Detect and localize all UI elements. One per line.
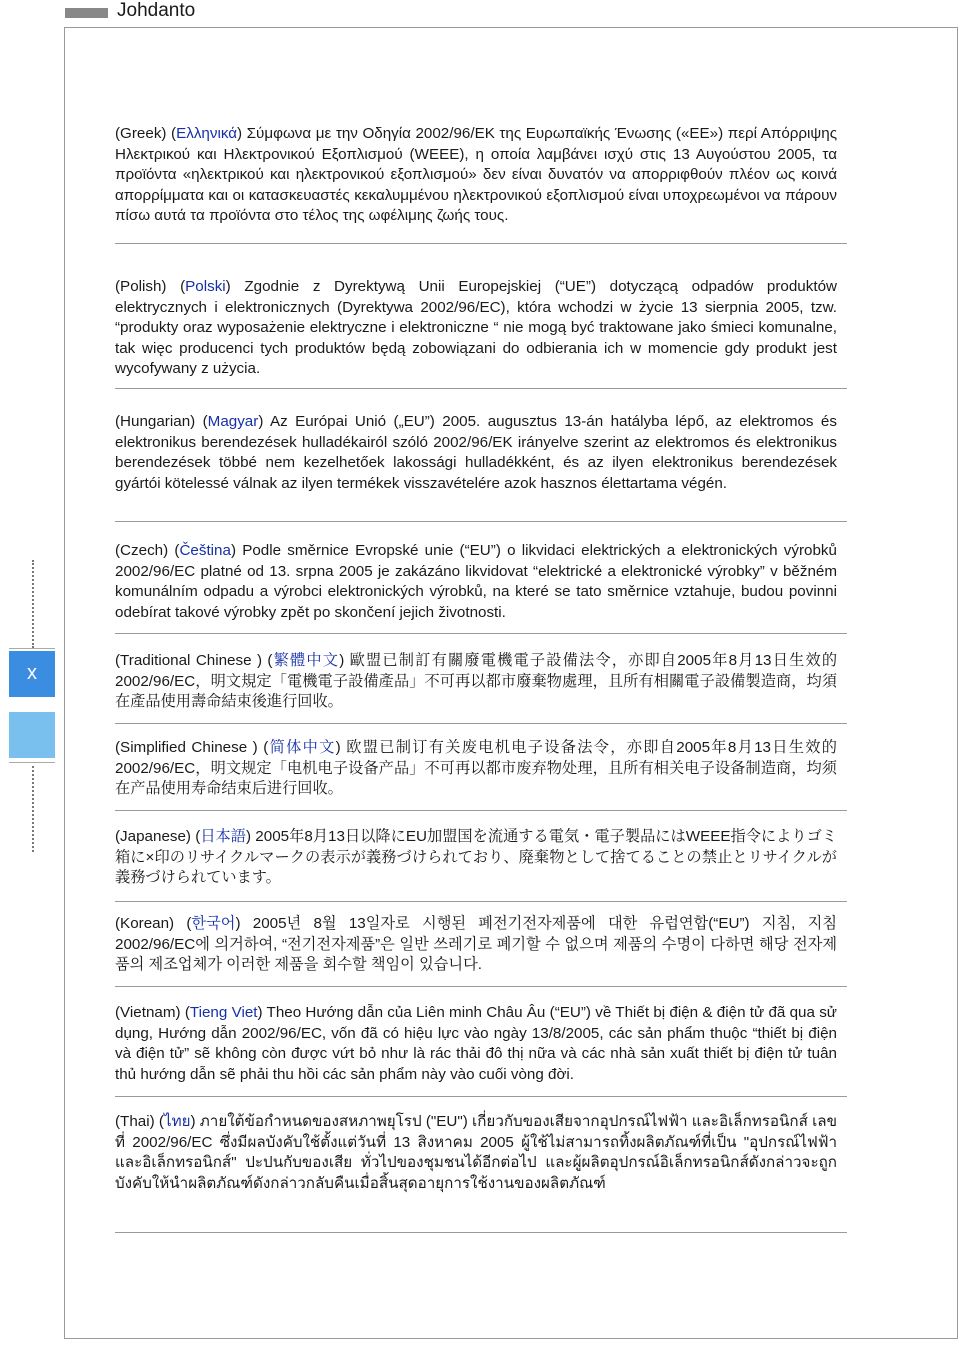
side-divider-bottom: [9, 762, 55, 763]
side-dotted-line-bottom: [32, 766, 34, 852]
section-vietnam: (Vietnam) (Tieng Viet) Theo Hướng dẫn của Liên minh Châu Âu (“EU”) về Thiết bị điện & điện tử đã qua sử dụng, Hướng dẫn 2002/96/EC, vốn đã có hiệu lực vào ngày 13/8/2005, các sản phẩm thuộc “thiết bị điện và điện tử” sẽ không còn được vứt bỏ như là rác thải đô thị nữa và các nhà sản xuất thiết bị điện tử tuân thủ hướng dẫn sẽ phải thu hồi các sản phẩm này vào cuối vòng đời.: [115, 1004, 837, 1083]
lang-label-simplified-chinese: 简体中文: [268, 739, 336, 756]
section-divider: [115, 1096, 847, 1097]
lang-label-thai: ไทย: [163, 1113, 191, 1130]
lang-label-polish: Polski: [185, 278, 226, 295]
section-hungarian: (Hungarian) (Magyar) Az Európai Unió („EU”) 2005. augusztus 13-án hatályba lépő, az elektromos és elektronikus berendezések hulladékairól szóló 2002/96/EK irányelve szerint az elektromos és elektronikus berendezések többé nem kezelhetőek lakossági hulladékként, és az ilyen elektronikus berendezések gyártói kötelessé válnak az ilyen termékek visszavételére azok hasznos élettartama végén.: [115, 413, 837, 492]
section-divider: [115, 633, 847, 634]
section-divider: [115, 521, 847, 522]
header-accent-bar: [65, 8, 108, 18]
side-divider-top: [9, 648, 55, 649]
side-tab-x: x: [9, 651, 55, 697]
section-divider: [115, 901, 847, 902]
lang-label-hungarian: Magyar: [207, 413, 259, 430]
section-traditional-chinese: (Traditional Chinese ) (繁體中文) 歐盟已制訂有關廢電機電子設備法令，亦即自2005年8月13日生效的2002/96/EC，明文規定「電機電子設備產品」不可再以都市廢棄物處理，且所有相關電子設備製造商，均須在產品使用壽命結束後進行回收。: [115, 652, 838, 711]
lang-label-czech: Čeština: [179, 542, 231, 559]
section-divider: [115, 388, 847, 389]
section-divider: [115, 810, 847, 811]
lang-label-vietnam: Tieng Viet: [189, 1004, 258, 1021]
section-greek: (Greek) (Ελληνικά) Σύμφωνα με την Οδηγία 2002/96/ΕΚ της Ευρωπαϊκής Ένωσης («ΕΕ») περί Απόρριψης Ηλεκτρικού και Ηλεκτρονικού Εξοπλισμού (WEEE), η οποία λαμβάνει ισχύ στις 13 Αυγούστου 2005, τα προϊόντα «ηλεκτρικού και ηλεκτρονικού εξοπλισμού» δεν είναι δυνατόν να απορριφθούν πλέον ως κοινά απορρίμματα και οι κατασκευαστές κεκαλυμμένου ηλεκτρονικού εξοπλισμού είναι υποχρεωμένοι να πάρουν πίσω αυτά τα προϊόντα στο τέλος της ωφέλιμης ζωής τους.: [115, 125, 838, 225]
section-czech: (Czech) (Čeština) Podle směrnice Evropské unie (“EU”) o likvidaci elektrických a elektronických výrobků 2002/96/EC platné od 13. srpna 2005 je zakázáno likvidovat “elektrické a elektronické výrobky” v běžném komunálním odpadu a výrobci elektronických výrobků, na které se tato směrnice vztahuje, budou povinni odebírat takové výrobky zpět po skončení jejich životnosti.: [115, 542, 837, 621]
section-simplified-chinese: (Simplified Chinese ) (简体中文) 欧盟已制订有关废电机电子设备法令，亦即自2005年8月13日生效的2002/96/EC，明文规定「电机电子设备产品」不可再以都市废弃物处理，且所有相关电子设备制造商，均须在产品使用寿命结束后进行回收。: [115, 739, 837, 798]
side-tab-blank: [9, 712, 55, 758]
section-polish: (Polish) (Polski) Zgodnie z Dyrektywą Unii Europejskiej (“UE”) dotyczącą odpadów produktów elektrycznych i elektronicznych (Dyrektywa 2002/96/EC), która wchodzi w życie 13 sierpnia 2005, tzw. “produkty oraz wyposażenie elektryczne i elektroniczne “ nie mogą być traktowane jako śmieci komunalne, tak więc producenci tych produktów będą zobowiązani do odbierania ich w momencie gdy produkt jest wycofywany z użycia.: [115, 278, 837, 378]
lang-label-korean: 한국어: [191, 915, 236, 932]
section-thai: (Thai) (ไทย) ภายใต้ข้อกำหนดของสหภาพยุโรป ("EU") เกี่ยวกับของเสียจากอุปกรณ์ไฟฟ้า และอิเล็กทรอนิกส์ เลขที่ 2002/96/EC ซึ่งมีผลบังคับใช้ตั้งแต่วันที่ 13 สิงหาคม 2005 ผู้ใช้ไม่สามารถทิ้งผลิตภัณฑ์ที่เป็น "อุปกรณ์ไฟฟ้าและอิเล็กทรอนิกส์" ปะปนกับของเสีย ทั่วไปของชุมชนได้อีกต่อไป และผู้ผลิตอุปกรณ์อิเล็กทรอนิกส์ดังกล่าวจะถูกบังคับให้นำผลิตภัณฑ์ดังกล่าวกลับคืนเมื่อสิ้นสุดอายุการใช้งานของผลิตภัณฑ์: [115, 1113, 837, 1192]
page-title: Johdanto: [117, 0, 196, 21]
side-dotted-line-top: [32, 560, 34, 648]
lang-label-traditional-chinese: 繁體中文: [272, 652, 340, 669]
section-japanese: (Japanese) (日本語) 2005年8月13日以降にEU加盟国を流通する電気・電子製品にはWEEE指令によりゴミ箱に×印のリサイクルマークの表示が義務づけられており、廃棄物として捨てることの禁止とリサイクルが義務づけられています。: [115, 828, 837, 887]
section-korean: (Korean) (한국어) 2005년 8월 13일자로 시행된 폐전기전자제품에 대한 유럽연합(“EU”) 지침, 지침 2002/96/EC에 의거하여, “전기전자제품”은 일반 쓰레기로 폐기할 수 없으며 제품의 수명이 다하면 해당 전자제품의 제조업체가 이러한 제품을 회수할 책임이 있습니다.: [115, 915, 837, 974]
frame-bottom-border: [64, 1338, 958, 1339]
section-divider: [115, 986, 847, 987]
section-divider: [115, 243, 847, 244]
section-divider: [115, 723, 847, 724]
lang-label-japanese: 日本語: [200, 828, 246, 845]
lang-label-greek: Ελληνικά: [176, 125, 238, 142]
section-divider: [115, 1232, 847, 1233]
